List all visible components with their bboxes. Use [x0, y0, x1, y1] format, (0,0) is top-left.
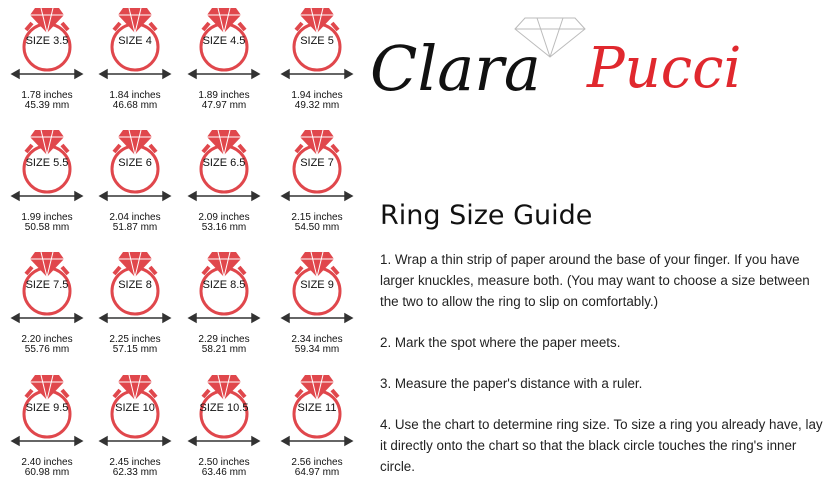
ring-size-label: SIZE 3.5 [25, 35, 69, 47]
ring-inches: 1.99 inches [21, 212, 73, 223]
ring-mm: 57.15 mm [112, 344, 158, 355]
ring-size-item [90, 373, 180, 478]
ring-size-label: SIZE 9 [300, 279, 334, 291]
guide-step: 1. Wrap a thin strip of paper around the base of your finger. If you have larger knuckles, measure both. (You may want to choose a size between the two to allow the ring to slip on comfortably.) [380, 252, 810, 309]
ring-mm: 58.21 mm [201, 344, 247, 355]
ring-inches: 2.34 inches [291, 334, 343, 345]
ring-size-label: SIZE 11 [297, 402, 337, 414]
ring-inches: 2.56 inches [291, 457, 343, 468]
ring-inches: 2.29 inches [198, 334, 250, 345]
brand-name-last: Pucci [587, 36, 742, 101]
ring-size-label: SIZE 7 [300, 157, 334, 169]
ring-size-item [90, 128, 180, 233]
ring-size-item [179, 6, 269, 111]
ring-size-item [272, 6, 362, 111]
ring-size-label: SIZE 8.5 [202, 279, 246, 291]
ring-size-item [272, 373, 362, 478]
ring-size-item [179, 128, 269, 233]
ring-inches: 2.25 inches [109, 334, 161, 345]
ring-mm: 63.46 mm [201, 467, 247, 478]
ring-size-label: SIZE 9.5 [25, 402, 69, 414]
ring-size-label: SIZE 8 [118, 279, 152, 291]
ring-size-label: SIZE 4 [118, 35, 152, 47]
guide-step: 3. Measure the paper's distance with a ruler. [380, 376, 643, 391]
ring-size-item [2, 250, 92, 355]
ring-size-label: SIZE 6 [118, 157, 152, 169]
ring-size-label: SIZE 10 [115, 402, 155, 414]
ring-inches: 2.15 inches [291, 212, 343, 223]
ring-mm: 53.16 mm [201, 222, 247, 233]
guide-title: Ring Size Guide [380, 200, 593, 231]
ring-inches: 1.94 inches [291, 90, 343, 101]
ring-size-item [2, 6, 92, 111]
ring-inches: 2.20 inches [21, 334, 73, 345]
ring-size-label: SIZE 7.5 [25, 279, 69, 291]
ring-size-item [90, 250, 180, 355]
ring-mm: 45.39 mm [24, 100, 70, 111]
ring-mm: 47.97 mm [201, 100, 247, 111]
ring-mm: 64.97 mm [294, 467, 340, 478]
ring-inches: 1.78 inches [21, 90, 73, 101]
guide-step: 4. Use the chart to determine ring size. To size a ring you already have, lay it directly onto the chart so that the black circle touches the ring's inner circle. [380, 417, 823, 474]
ring-mm: 51.87 mm [112, 222, 158, 233]
ring-inches: 2.45 inches [109, 457, 161, 468]
ring-mm: 49.32 mm [294, 100, 340, 111]
ring-size-guide [380, 200, 825, 497]
ring-inches: 2.04 inches [109, 212, 161, 223]
guide-step: 2. Mark the spot where the paper meets. [380, 335, 621, 350]
ring-size-item [179, 373, 269, 478]
ring-inches: 2.09 inches [198, 212, 250, 223]
ring-size-item [272, 250, 362, 355]
ring-size-label: SIZE 10.5 [199, 402, 249, 414]
clara-pucci-logo [365, 5, 765, 105]
ring-mm: 60.98 mm [24, 467, 70, 478]
ring-size-item [90, 6, 180, 111]
ring-size-item [2, 373, 92, 478]
ring-size-item [179, 250, 269, 355]
ring-inches: 2.40 inches [21, 457, 73, 468]
ring-size-label: SIZE 4.5 [202, 35, 246, 47]
ring-mm: 54.50 mm [294, 222, 340, 233]
ring-mm: 50.58 mm [24, 222, 70, 233]
brand-name-first: Clara [370, 32, 541, 105]
ring-size-label: SIZE 6.5 [202, 157, 246, 169]
ring-inches: 2.50 inches [198, 457, 250, 468]
ring-inches: 1.89 inches [198, 90, 250, 101]
ring-size-item [272, 128, 362, 233]
ring-inches: 1.84 inches [109, 90, 161, 101]
ring-mm: 46.68 mm [112, 100, 158, 111]
ring-size-label: SIZE 5 [300, 35, 334, 47]
ring-size-label: SIZE 5.5 [25, 157, 69, 169]
ring-size-item [2, 128, 92, 233]
ring-mm: 55.76 mm [24, 344, 70, 355]
ring-mm: 62.33 mm [112, 467, 158, 478]
ring-mm: 59.34 mm [294, 344, 340, 355]
